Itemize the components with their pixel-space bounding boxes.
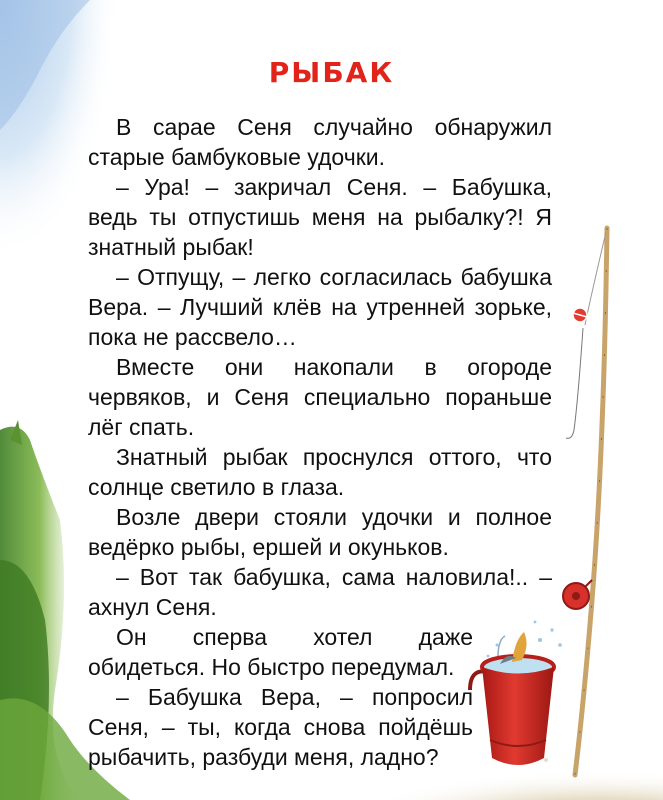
story-title: РЫБАК [268,56,395,89]
story-paragraph: – Ура! – закричал Сеня. – Бабушка, ведь ты отпустишь меня на рыбалку?! Я знатный рыбак! [88,174,552,260]
story-paragraph: – Бабушка Вера, – попросил Сеня, – ты, когда снова пойдёшь рыбачить, разбуди меня, ладно? [88,684,473,770]
story-paragraph: – Отпущу, – легко согласилась бабушка Вера. – Лучший клёв на утренней зорьке, пока не рассвело… [88,264,552,350]
fishing-rod-icon [563,228,607,775]
story-paragraph: – Вот так бабушка, сама наловила!.. – ахнул Сеня. [88,564,552,620]
story-paragraph: В сарае Сеня случайно обнаружил старые бамбуковые удочки. [88,114,552,170]
story-paragraph: Знатный рыбак проснулся оттого, что солнце светило в глаза. [88,444,552,500]
story-text [88,112,552,772]
story-paragraph: Вместе они накопали в огороде червяков, и Сеня специально пораньше лёг спать. [88,354,552,440]
story-paragraph: Возле двери стояли удочки и полное ведёрко рыбы, ершей и окуньков. [88,504,552,560]
story-paragraph: Он сперва хотел даже обидеться. Но быстро передумал. [88,624,473,680]
